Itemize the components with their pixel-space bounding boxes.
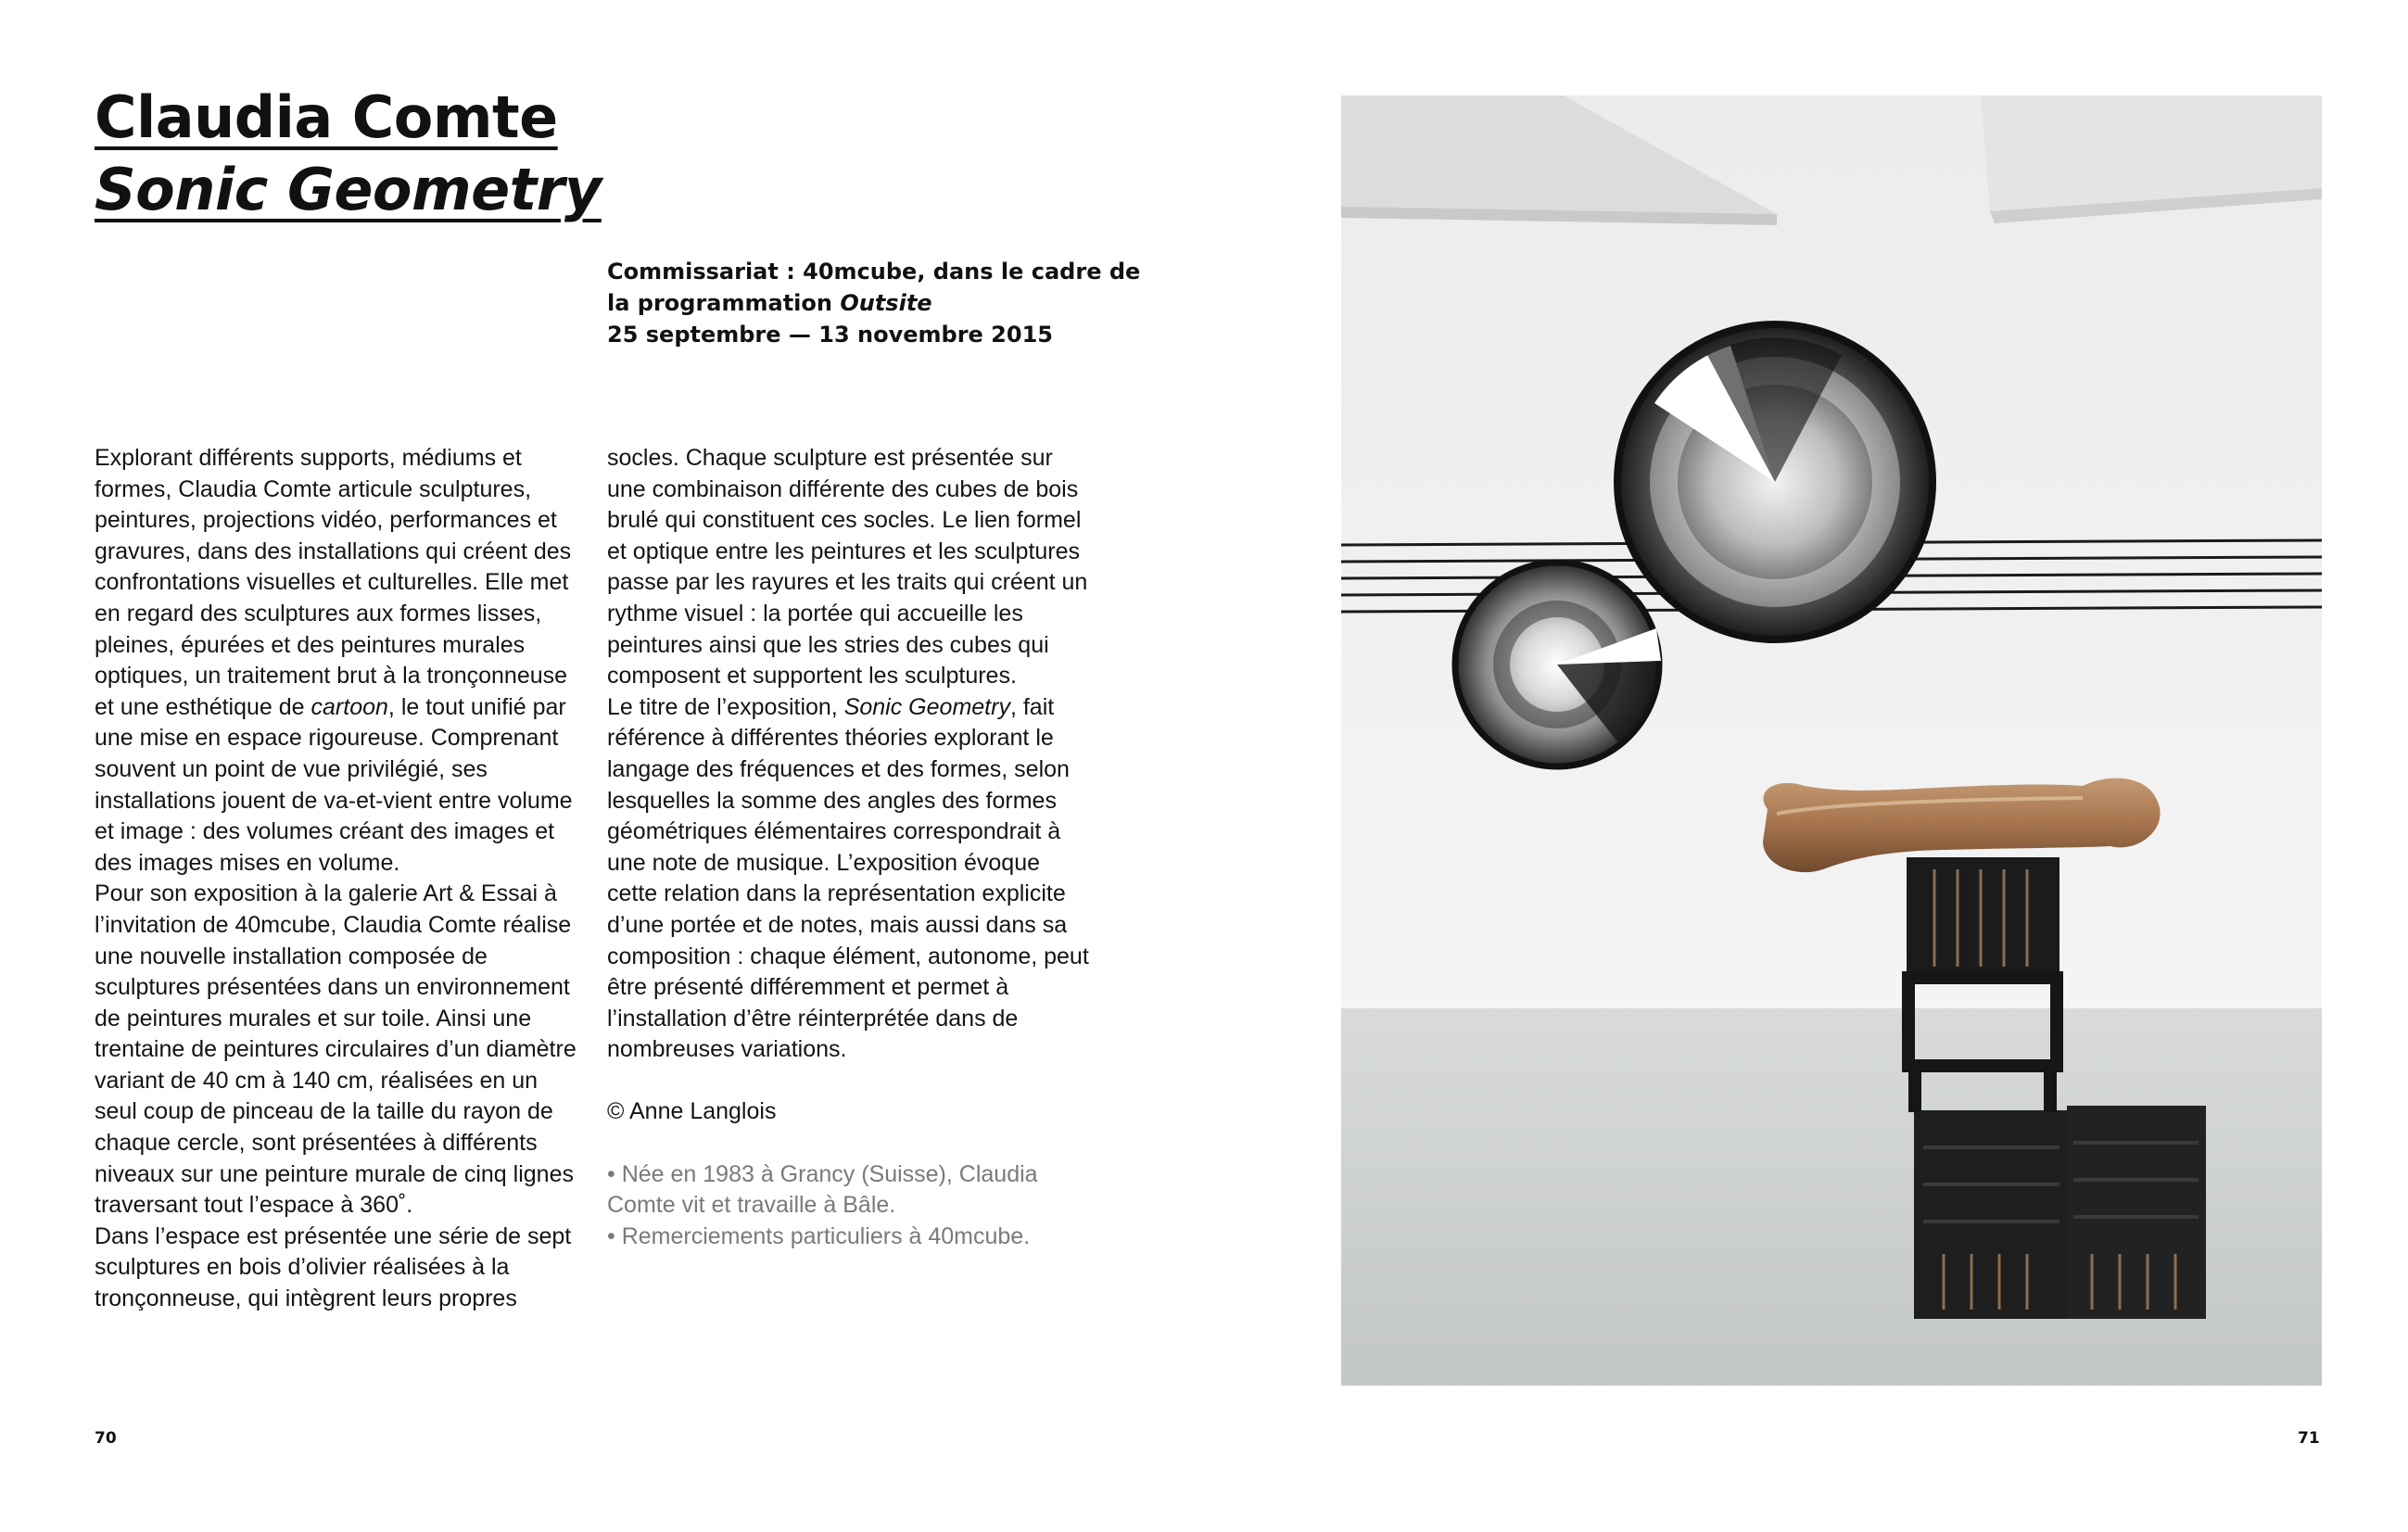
- paragraph: [607, 692, 1089, 1066]
- paragraph: [95, 443, 577, 879]
- text-run: Explorant différents supports, médiums et formes, Claudia Comte articule sculptures, peintures, projections vidéo, performances et gravures, dans des installations qui créent des confrontations visuelles et culturelles. Elle met en regard des sculptures aux formes lisses, pleines, épurées et des peintures murales optiques, un traitement brut à la tronçonneuse et une esthétique de: [95, 445, 572, 720]
- text-run: , fait référence à différentes théories explorant le langage des fréquences et des formes, selon lesquelles la somme des angles des formes géométriques élémentaires correspondrait à une note de musique. L’exposition évoque cette relation dans la représentation explicite d’une portée et de notes, mais aussi dans sa composition : chaque élément, autonome, peut être présenté différemment et permet à l’installation d’être réinterprétée dans de nombreuses variations.: [607, 693, 1089, 1063]
- programme-name: Outsite: [840, 290, 932, 316]
- thanks-note: • Remerciements particuliers à 40mcube.: [607, 1222, 1031, 1249]
- exhibition-title: Sonic Geometry: [95, 156, 602, 223]
- small-circle-painting: [1455, 563, 1661, 766]
- paragraph: Dans l’espace est présentée une série de sept sculptures en bois d’olivier réalisées à la tronçonneuse, qui intègrent leurs propres: [95, 1222, 572, 1312]
- text-run-italic: Sonic Geometry: [843, 693, 1010, 720]
- curator-line: Commissariat : 40mcube, dans le cadre de: [607, 259, 1141, 285]
- text-column-left: [95, 443, 577, 1315]
- text-run: Le titre de l’exposition,: [607, 693, 844, 720]
- page-number-left: 70: [95, 1429, 117, 1448]
- programme-prefix: la programmation: [607, 290, 841, 316]
- article-title: [95, 82, 602, 226]
- text-column-right: [607, 443, 1089, 1252]
- programme-line: [607, 287, 1126, 319]
- page-number-right: 71: [2298, 1429, 2320, 1448]
- large-circle-painting: [1617, 324, 1933, 639]
- installation-photo: [1341, 95, 2322, 1386]
- text-run-italic: cartoon: [311, 693, 388, 720]
- text-run: , le tout unifié par une mise en espace rigoureuse. Comprenant souvent un point de vue privilégié, ses installations jouent de va-et-vient entre volume et image : des volumes créant des images et des images mises en volume.: [95, 693, 573, 876]
- artist-name: Claudia Comte: [95, 83, 558, 151]
- photo-credit: © Anne Langlois: [607, 1098, 777, 1125]
- exhibition-meta: [607, 256, 1141, 350]
- paragraph: Pour son exposition à la galerie Art & Essai à l’invitation de 40mcube, Claudia Comte réalise une nouvelle installation composée de sculptures présentées dans un environnement de peintures murales et sur toile. Ainsi une trentaine de peintures circulaires d’un diamètre variant de 40 cm à 140 cm, réalisées en un seul coup de pinceau de la taille du rayon de chaque cercle, sont présentées à différents niveaux sur une peinture murale de cinq lignes traversant tout l’espace à 360˚.: [95, 880, 577, 1219]
- exhibition-dates: 25 septembre — 13 novembre 2015: [607, 322, 1053, 348]
- installation-photo-illustration: [1341, 95, 2322, 1386]
- biography-note: • Née en 1983 à Grancy (Suisse), Claudia Comte vit et travaille à Bâle.: [607, 1160, 1038, 1219]
- paragraph: socles. Chaque sculpture est présentée sur une combinaison différente des cubes de bois brulé qui constituent ces socles. Le lien formel et optique entre les peintures et les sculptures passe par les rayures et les traits qui créent un rythme visuel : la portée qui accueille les peintures ainsi que les stries des cubes qui composent et supportent les sculptures.: [607, 445, 1088, 690]
